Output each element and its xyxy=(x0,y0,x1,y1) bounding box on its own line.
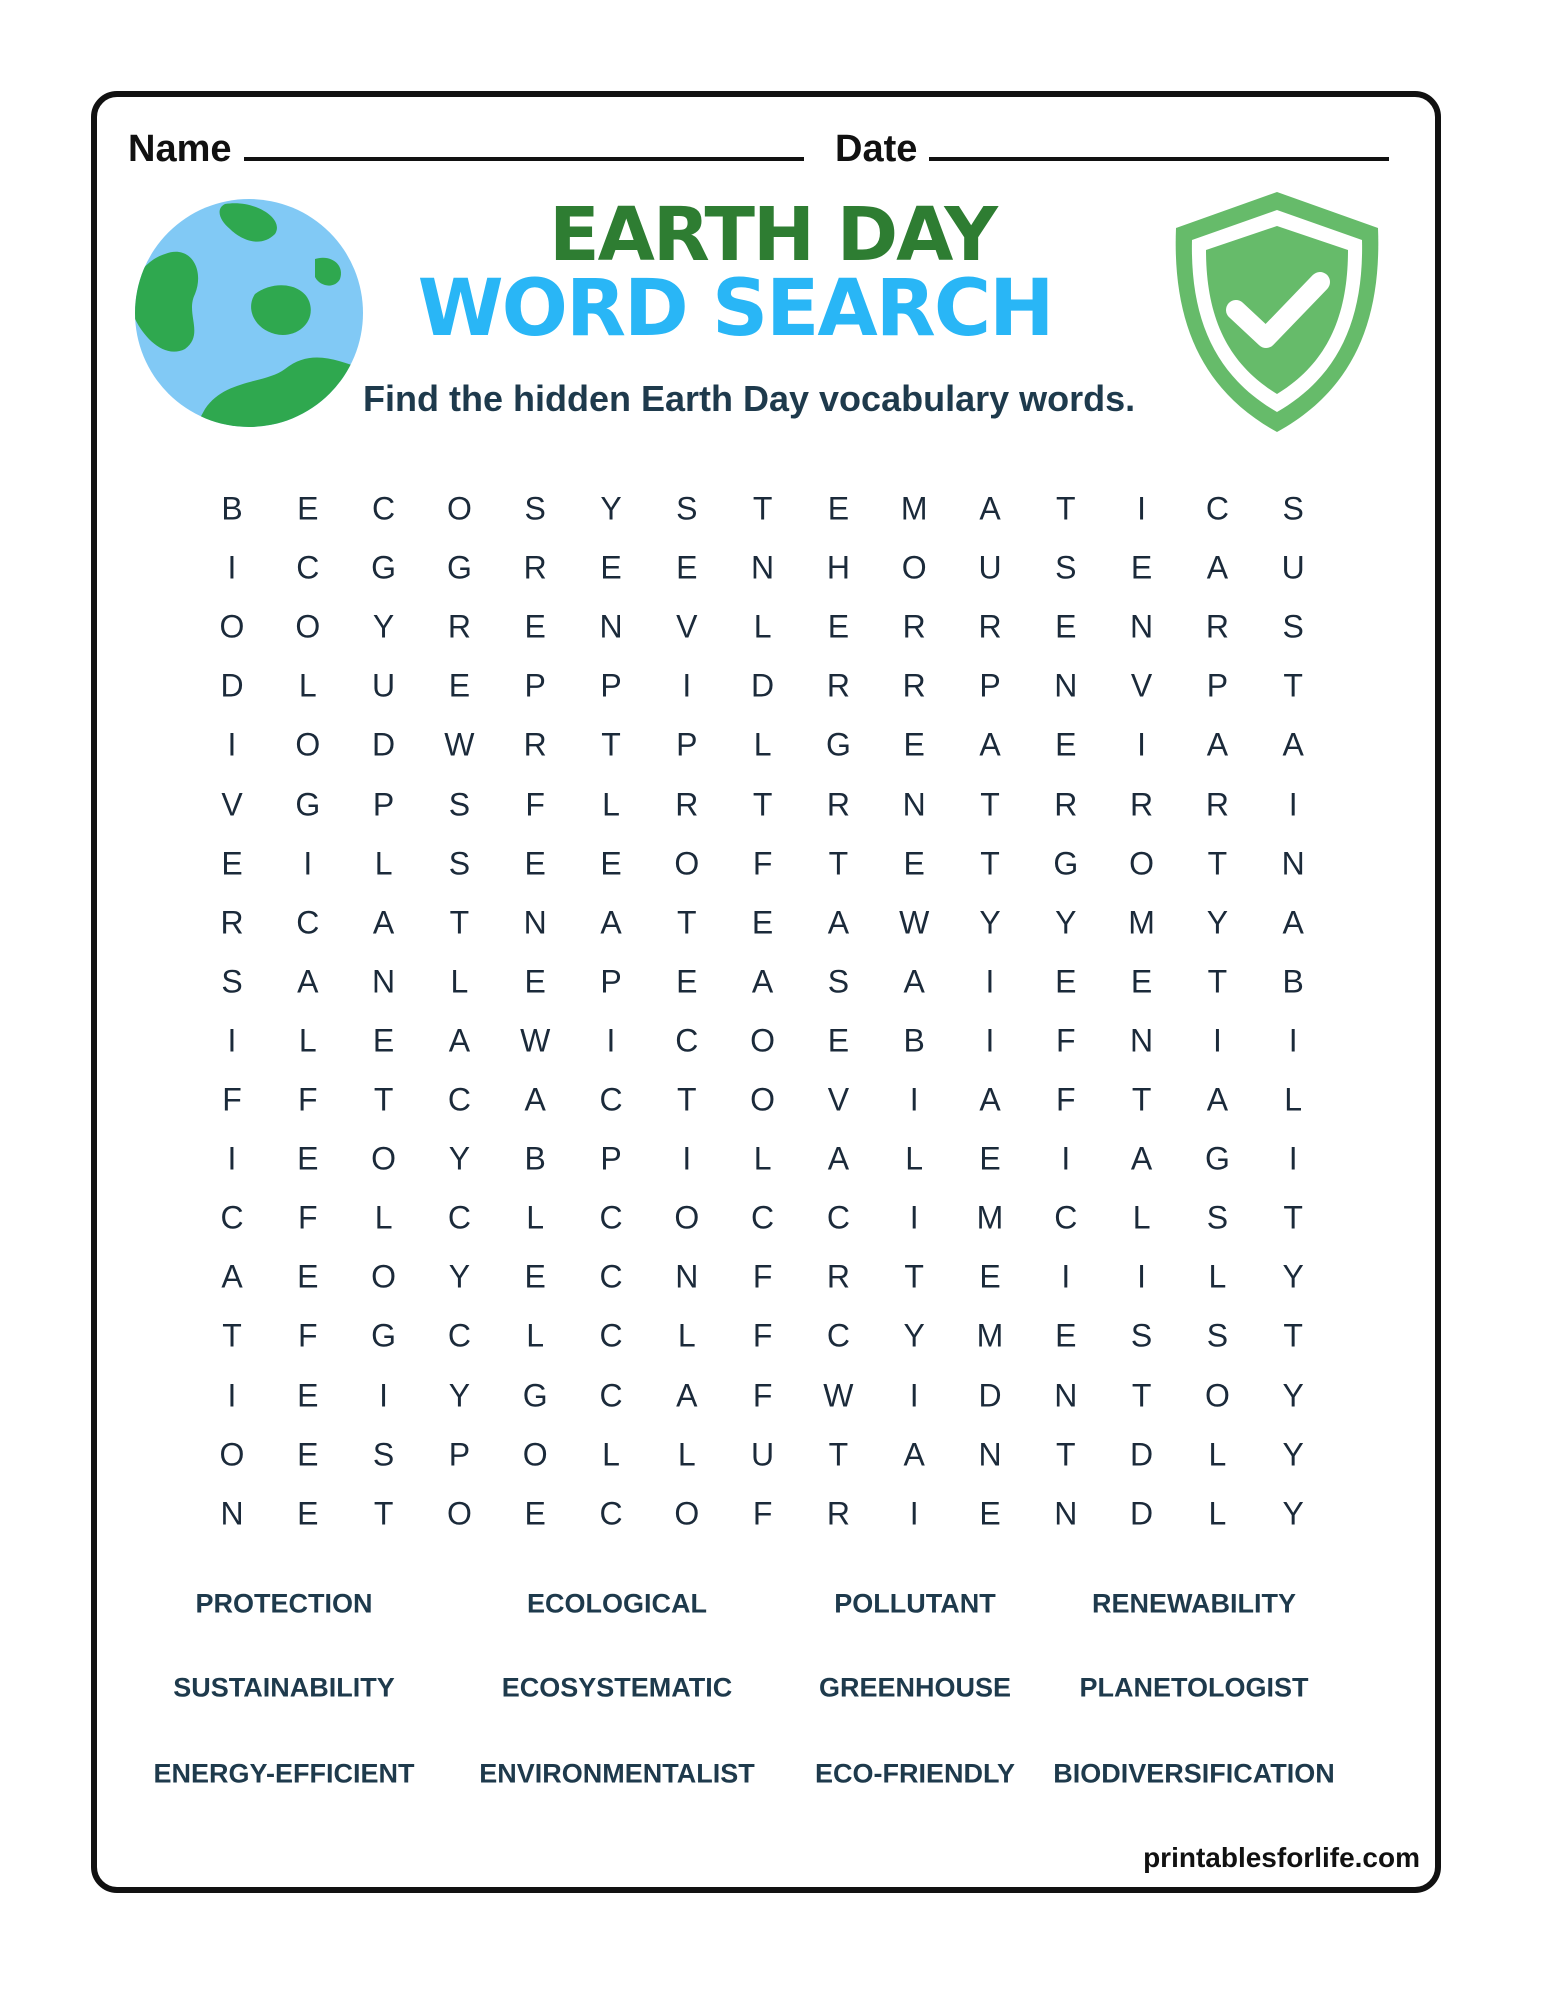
grid-letter[interactable]: L xyxy=(1208,1258,1227,1295)
grid-letter[interactable]: N xyxy=(599,608,623,645)
grid-letter[interactable]: P xyxy=(1206,667,1229,704)
grid-letter[interactable]: L xyxy=(1284,1081,1303,1118)
grid-letter[interactable]: R xyxy=(826,1495,850,1532)
grid-letter[interactable]: A xyxy=(1282,904,1304,941)
grid-letter[interactable]: F xyxy=(752,1317,773,1354)
grid-letter[interactable]: E xyxy=(1130,549,1153,586)
grid-letter[interactable]: G xyxy=(1204,1140,1230,1177)
grid-letter[interactable]: I xyxy=(1288,1022,1298,1059)
grid-letter[interactable]: L xyxy=(1208,1436,1227,1473)
grid-letter[interactable]: S xyxy=(1282,608,1304,645)
grid-letter[interactable]: T xyxy=(449,904,470,941)
grid-letter[interactable]: S xyxy=(827,963,850,1000)
grid-letter[interactable]: L xyxy=(677,1436,696,1473)
grid-letter[interactable]: A xyxy=(600,904,622,941)
grid-letter[interactable]: C xyxy=(447,1317,471,1354)
grid-letter[interactable]: F xyxy=(222,1081,242,1118)
grid-letter[interactable]: B xyxy=(524,1140,546,1177)
grid-letter[interactable]: V xyxy=(1130,667,1153,704)
grid-letter[interactable]: I xyxy=(1061,1140,1071,1177)
grid-letter[interactable]: T xyxy=(1283,1199,1303,1236)
grid-letter[interactable]: A xyxy=(676,1377,698,1413)
word-list-item: BIODIVERSIFICATION xyxy=(1053,1758,1335,1789)
grid-letter[interactable]: R xyxy=(523,726,547,763)
grid-letter[interactable]: A xyxy=(979,490,1001,527)
grid-letter[interactable]: C xyxy=(826,1317,850,1354)
grid-letter[interactable]: A xyxy=(827,904,850,941)
date-line[interactable] xyxy=(929,131,1389,161)
grid-letter[interactable]: N xyxy=(902,786,926,822)
grid-letter[interactable]: R xyxy=(1205,608,1229,645)
grid-letter[interactable]: O xyxy=(446,1495,472,1532)
grid-letter[interactable]: G xyxy=(371,1317,397,1354)
grid-letter[interactable]: E xyxy=(1130,963,1153,1000)
grid-letter[interactable]: D xyxy=(1130,1436,1154,1473)
grid-letter[interactable]: E xyxy=(676,549,698,586)
grid-letter[interactable]: P xyxy=(979,667,1001,704)
grid-letter[interactable]: G xyxy=(371,549,397,586)
grid-letter[interactable]: L xyxy=(374,1199,393,1236)
grid-letter[interactable]: I xyxy=(682,667,692,704)
grid-letter[interactable]: L xyxy=(526,1317,545,1354)
word-list-item: ENERGY-EFFICIENT xyxy=(153,1758,415,1789)
grid-letter[interactable]: Y xyxy=(1282,1377,1304,1413)
date-field[interactable] xyxy=(835,128,1389,171)
grid-letter[interactable]: A xyxy=(524,1081,546,1118)
grid-letter[interactable]: O xyxy=(371,1140,397,1177)
grid-letter[interactable]: T xyxy=(1131,1377,1152,1413)
grid-letter[interactable]: N xyxy=(1054,667,1078,704)
grid-letter[interactable]: R xyxy=(1205,786,1229,822)
shield-check-icon xyxy=(1168,188,1386,436)
footer-website: printablesforlife.com xyxy=(1143,1842,1420,1873)
grid-letter[interactable]: E xyxy=(1055,726,1077,763)
grid-letter[interactable]: L xyxy=(526,1199,545,1236)
word-list-item: SUSTAINABILITY xyxy=(173,1672,395,1703)
grid-letter[interactable]: N xyxy=(675,1258,699,1295)
grid-letter[interactable]: I xyxy=(1137,490,1147,527)
grid-letter[interactable]: T xyxy=(980,786,1000,822)
grid-letter[interactable]: F xyxy=(298,1317,318,1354)
grid-letter[interactable]: E xyxy=(600,845,622,882)
grid-letter[interactable]: B xyxy=(221,490,243,527)
grid-letter[interactable]: R xyxy=(1054,786,1078,822)
grid-letter[interactable]: E xyxy=(903,726,925,763)
grid-letter[interactable]: N xyxy=(751,549,775,586)
grid-letter[interactable]: E xyxy=(524,608,546,645)
name-line[interactable] xyxy=(244,131,804,161)
grid-letter[interactable]: S xyxy=(1055,549,1077,586)
grid-letter[interactable]: T xyxy=(752,786,773,822)
grid-letter[interactable]: I xyxy=(1212,1022,1222,1059)
grid-letter[interactable]: Y xyxy=(1206,904,1229,941)
grid-letter[interactable]: P xyxy=(600,667,622,704)
grid-letter[interactable]: P xyxy=(524,667,546,704)
grid-letter[interactable]: F xyxy=(752,1377,773,1413)
grid-letter[interactable]: R xyxy=(978,608,1002,645)
grid-letter[interactable]: W xyxy=(520,1022,551,1059)
grid-letter[interactable]: H xyxy=(826,549,850,586)
grid-letter[interactable]: U xyxy=(1281,549,1305,586)
grid-letter[interactable]: E xyxy=(827,1022,850,1059)
grid-letter[interactable]: I xyxy=(909,1199,919,1236)
grid-letter[interactable]: E xyxy=(524,963,546,1000)
grid-letter[interactable]: S xyxy=(524,490,546,527)
grid-letter[interactable]: E xyxy=(600,549,622,586)
grid-letter[interactable]: A xyxy=(979,1081,1001,1118)
grid-letter[interactable]: T xyxy=(373,1081,394,1118)
grid-letter[interactable]: T xyxy=(1056,1436,1076,1473)
grid-letter[interactable]: C xyxy=(599,1081,623,1118)
grid-letter[interactable]: R xyxy=(220,904,244,941)
grid-letter[interactable]: E xyxy=(1055,608,1077,645)
grid-letter[interactable]: M xyxy=(900,490,928,527)
grid-letter[interactable]: O xyxy=(674,1495,700,1532)
grid-letter[interactable]: Y xyxy=(979,904,1001,941)
grid-letter[interactable]: E xyxy=(676,963,698,1000)
grid-letter[interactable]: A xyxy=(221,1258,243,1295)
grid-letter[interactable]: R xyxy=(523,549,547,586)
grid-letter[interactable]: E xyxy=(297,1495,319,1532)
grid-letter[interactable]: A xyxy=(751,963,774,1000)
grid-letter[interactable]: E xyxy=(979,1495,1001,1532)
grid-letter[interactable]: L xyxy=(298,1022,317,1059)
grid-letter[interactable]: O xyxy=(901,549,927,586)
grid-letter[interactable]: C xyxy=(599,1199,623,1236)
title-word-search: WORD SEARCH xyxy=(417,264,1053,354)
grid-letter[interactable]: W xyxy=(823,1377,854,1413)
word-list-item: PROTECTION xyxy=(195,1588,373,1619)
grid-letter[interactable]: I xyxy=(303,845,313,882)
grid-letter[interactable]: Y xyxy=(600,490,622,527)
grid-letter[interactable]: C xyxy=(296,549,320,586)
grid-letter[interactable]: T xyxy=(1283,667,1303,704)
grid-letter[interactable]: L xyxy=(1208,1495,1227,1532)
grid-letter[interactable]: Y xyxy=(448,1258,471,1295)
grid-letter[interactable]: R xyxy=(1130,786,1154,822)
grid-letter[interactable]: N xyxy=(523,904,547,941)
grid-letter[interactable]: O xyxy=(295,608,321,645)
grid-letter[interactable]: Y xyxy=(372,608,395,645)
grid-letter[interactable]: T xyxy=(677,904,697,941)
grid-letter[interactable]: T xyxy=(677,1081,697,1118)
grid-letter[interactable]: Y xyxy=(903,1317,925,1354)
grid-letter[interactable]: D xyxy=(751,667,775,704)
grid-letter[interactable]: O xyxy=(446,490,472,527)
grid-letter[interactable]: U xyxy=(372,667,396,704)
grid-letter[interactable]: C xyxy=(675,1022,699,1059)
grid-letter[interactable]: V xyxy=(221,786,243,822)
grid-letter[interactable]: A xyxy=(1206,549,1229,586)
grid-letter[interactable]: A xyxy=(903,963,925,1000)
grid-letter[interactable]: G xyxy=(1053,845,1079,882)
grid-letter[interactable]: C xyxy=(220,1199,244,1236)
grid-letter[interactable]: E xyxy=(903,845,925,882)
grid-letter[interactable]: L xyxy=(753,726,772,763)
grid-letter[interactable]: M xyxy=(1128,904,1155,941)
grid-letter[interactable]: E xyxy=(221,845,243,882)
grid-letter[interactable]: E xyxy=(524,1258,546,1295)
grid-letter[interactable]: M xyxy=(976,1317,1004,1354)
grid-letter[interactable]: C xyxy=(599,1377,623,1413)
grid-letter[interactable]: E xyxy=(372,1022,395,1059)
grid-letter[interactable]: N xyxy=(220,1495,244,1532)
grid-letter[interactable]: E xyxy=(297,1258,319,1295)
grid-letter[interactable]: C xyxy=(826,1199,850,1236)
grid-letter[interactable]: L xyxy=(298,667,317,704)
grid-letter[interactable]: I xyxy=(227,549,237,586)
grid-letter[interactable]: D xyxy=(372,726,396,763)
grid-letter[interactable]: I xyxy=(985,963,995,1000)
grid-letter[interactable]: T xyxy=(601,726,621,763)
grid-letter[interactable]: L xyxy=(450,963,469,1000)
grid-letter[interactable]: O xyxy=(295,726,321,763)
grid-letter[interactable]: I xyxy=(1288,1140,1298,1177)
grid-letter[interactable]: I xyxy=(1288,786,1298,822)
grid-letter[interactable]: A xyxy=(1282,726,1304,763)
grid-letter[interactable]: S xyxy=(1130,1317,1153,1354)
grid-letter[interactable]: F xyxy=(298,1081,318,1118)
grid-letter[interactable]: E xyxy=(297,490,319,527)
grid-letter[interactable]: S xyxy=(221,963,243,1000)
grid-letter[interactable]: S xyxy=(1206,1199,1229,1236)
grid-letter[interactable]: A xyxy=(903,1436,925,1473)
grid-letter[interactable]: I xyxy=(985,1022,995,1059)
grid-letter[interactable]: E xyxy=(524,845,546,882)
grid-letter[interactable]: Y xyxy=(448,1140,471,1177)
grid-letter[interactable]: O xyxy=(371,1258,397,1295)
grid-letter[interactable]: C xyxy=(599,1258,623,1295)
grid-letter[interactable]: G xyxy=(522,1377,548,1413)
word-list-item: ECOSYSTEMATIC xyxy=(501,1672,733,1703)
grid-letter[interactable]: S xyxy=(676,490,698,527)
grid-letter[interactable]: N xyxy=(1130,608,1154,645)
grid-letter[interactable]: P xyxy=(676,726,698,763)
grid-letter[interactable]: L xyxy=(602,1436,620,1473)
subtitle: Find the hidden Earth Day vocabulary words. xyxy=(363,378,1136,419)
grid-letter[interactable]: I xyxy=(1137,726,1147,763)
grid-letter[interactable]: M xyxy=(976,1199,1004,1236)
grid-letter[interactable]: O xyxy=(750,1022,776,1059)
grid-letter[interactable]: T xyxy=(373,1495,394,1532)
grid-letter[interactable]: W xyxy=(444,726,475,763)
grid-letter[interactable]: T xyxy=(828,845,849,882)
grid-letter[interactable]: T xyxy=(828,1436,849,1473)
grid-letter[interactable]: D xyxy=(220,667,244,704)
grid-letter[interactable]: E xyxy=(297,1377,319,1413)
grid-letter[interactable]: R xyxy=(675,786,699,822)
title-earth-day: EARTH DAY xyxy=(549,192,996,278)
grid-letter[interactable]: N xyxy=(1054,1495,1078,1532)
word-list-item: GREENHOUSE xyxy=(818,1672,1012,1703)
grid-letter[interactable]: I xyxy=(227,726,237,763)
date-label: Date xyxy=(835,128,918,170)
grid-letter[interactable]: L xyxy=(374,845,393,882)
grid-letter[interactable]: B xyxy=(1282,963,1304,1000)
grid-letter[interactable]: C xyxy=(447,1199,471,1236)
word-list-item: ECO-FRIENDLY xyxy=(814,1758,1016,1789)
grid-letter[interactable]: O xyxy=(750,1081,776,1118)
grid-letter[interactable]: E xyxy=(751,904,774,941)
grid-letter[interactable]: Y xyxy=(1055,904,1077,941)
grid-letter[interactable]: E xyxy=(448,667,471,704)
grid-letter[interactable]: C xyxy=(447,1081,471,1118)
name-field[interactable] xyxy=(128,128,804,171)
grid-letter[interactable]: I xyxy=(909,1081,919,1118)
grid-letter[interactable]: T xyxy=(752,490,773,527)
grid-letter[interactable]: F xyxy=(1056,1022,1076,1059)
grid-letter[interactable]: I xyxy=(909,1495,919,1532)
grid-letter[interactable]: O xyxy=(219,608,245,645)
grid-letter[interactable]: F xyxy=(298,1199,318,1236)
grid-letter[interactable]: S xyxy=(448,845,471,882)
grid-letter[interactable]: C xyxy=(1205,490,1229,527)
grid-letter[interactable]: A xyxy=(827,1140,850,1177)
grid-letter[interactable]: I xyxy=(227,1022,237,1059)
grid-letter[interactable]: F xyxy=(1056,1081,1076,1118)
grid-letter[interactable]: I xyxy=(909,1377,919,1413)
grid-letter[interactable]: D xyxy=(1130,1495,1154,1532)
grid-letter[interactable]: P xyxy=(372,786,395,822)
grid-letter[interactable]: F xyxy=(752,1495,773,1532)
grid-letter[interactable]: O xyxy=(1129,845,1155,882)
grid-letter[interactable]: A xyxy=(1206,1081,1229,1118)
grid-letter[interactable]: T xyxy=(1207,845,1228,882)
grid-letter[interactable]: N xyxy=(978,1436,1002,1473)
grid-letter[interactable]: T xyxy=(980,845,1000,882)
grid-letter[interactable]: G xyxy=(825,726,851,763)
grid-letter[interactable]: L xyxy=(753,608,772,645)
grid-letter[interactable]: P xyxy=(600,963,622,1000)
grid-letter[interactable]: T xyxy=(1056,490,1076,527)
grid-letter[interactable]: V xyxy=(827,1081,850,1118)
grid-letter[interactable]: A xyxy=(1206,726,1229,763)
grid-letter[interactable]: E xyxy=(979,1140,1001,1177)
grid-letter[interactable]: U xyxy=(978,549,1002,586)
grid-letter[interactable]: E xyxy=(1055,963,1077,1000)
grid-letter[interactable]: W xyxy=(899,904,930,941)
grid-letter[interactable]: R xyxy=(447,608,471,645)
grid-letter[interactable]: E xyxy=(297,1436,319,1473)
grid-letter[interactable]: S xyxy=(1206,1317,1229,1354)
grid-letter[interactable]: P xyxy=(600,1140,622,1177)
grid-letter[interactable]: T xyxy=(1207,963,1228,1000)
grid-letter[interactable]: F xyxy=(752,845,773,882)
grid-letter[interactable]: T xyxy=(904,1258,924,1295)
grid-letter[interactable]: L xyxy=(602,786,620,822)
grid-letter[interactable]: N xyxy=(1054,1377,1078,1413)
grid-letter[interactable]: Y xyxy=(1282,1495,1304,1532)
grid-letter[interactable]: L xyxy=(677,1317,696,1354)
word-list-item: POLLUTANT xyxy=(834,1588,996,1619)
grid-letter[interactable]: A xyxy=(372,904,395,941)
grid-letter[interactable]: I xyxy=(606,1022,616,1059)
grid-letter[interactable]: I xyxy=(379,1377,389,1413)
grid-letter[interactable]: R xyxy=(902,667,926,704)
grid-letter[interactable]: C xyxy=(751,1199,775,1236)
grid-letter[interactable]: A xyxy=(297,963,319,1000)
grid-letter[interactable]: Y xyxy=(448,1377,471,1413)
grid-letter[interactable]: I xyxy=(1137,1258,1147,1295)
grid-letter[interactable]: S xyxy=(1282,490,1304,527)
grid-letter[interactable]: L xyxy=(905,1140,924,1177)
grid-letter[interactable]: I xyxy=(682,1140,692,1177)
grid-letter[interactable]: E xyxy=(1055,1317,1077,1354)
grid-letter[interactable]: U xyxy=(751,1436,775,1473)
grid-letter[interactable]: C xyxy=(372,490,396,527)
grid-letter[interactable]: S xyxy=(372,1436,395,1473)
grid-letter[interactable]: E xyxy=(297,1140,319,1177)
word-list-item: PLANETOLOGIST xyxy=(1079,1672,1309,1703)
grid-letter[interactable]: O xyxy=(1204,1377,1230,1413)
grid-letter[interactable]: A xyxy=(979,726,1001,763)
grid-letter[interactable]: E xyxy=(827,490,850,527)
word-list-item: ENVIRONMENTALIST xyxy=(479,1758,755,1789)
grid-letter[interactable]: B xyxy=(903,1022,925,1059)
grid-letter[interactable]: L xyxy=(1132,1199,1151,1236)
grid-letter[interactable]: R xyxy=(902,608,926,645)
grid-letter[interactable]: F xyxy=(525,786,545,822)
grid-letter[interactable]: R xyxy=(826,667,850,704)
grid-letter[interactable]: Y xyxy=(1282,1258,1304,1295)
grid-letter[interactable]: C xyxy=(296,904,320,941)
grid-letter[interactable]: T xyxy=(1283,1317,1303,1354)
grid-letter[interactable]: I xyxy=(227,1140,237,1177)
grid-letter[interactable]: P xyxy=(448,1436,471,1473)
grid-letter[interactable]: I xyxy=(227,1377,237,1413)
grid-letter[interactable]: E xyxy=(827,608,850,645)
grid-letter[interactable]: S xyxy=(448,786,471,822)
grid-letter[interactable]: D xyxy=(978,1377,1002,1413)
grid-letter[interactable]: F xyxy=(752,1258,773,1295)
grid-letter[interactable]: N xyxy=(372,963,396,1000)
grid-letter[interactable]: R xyxy=(826,786,850,822)
grid-letter[interactable]: C xyxy=(1054,1199,1078,1236)
word-list-item: RENEWABILITY xyxy=(1091,1588,1297,1619)
grid-letter[interactable]: C xyxy=(599,1317,623,1354)
grid-letter[interactable]: O xyxy=(674,1199,700,1236)
grid-letter[interactable]: N xyxy=(1281,845,1305,882)
grid-letter[interactable]: A xyxy=(1130,1140,1153,1177)
grid-letter[interactable]: O xyxy=(522,1436,548,1473)
grid-letter[interactable]: V xyxy=(676,608,698,645)
grid-letter[interactable]: I xyxy=(1061,1258,1071,1295)
grid-letter[interactable]: E xyxy=(979,1258,1001,1295)
grid-letter[interactable]: G xyxy=(295,786,321,822)
grid-letter[interactable]: L xyxy=(753,1140,772,1177)
grid-letter[interactable]: A xyxy=(448,1022,471,1059)
grid-letter[interactable]: C xyxy=(599,1495,623,1532)
grid-letter[interactable]: T xyxy=(222,1317,242,1354)
grid-letter[interactable]: O xyxy=(219,1436,245,1473)
grid-letter[interactable]: E xyxy=(524,1495,546,1532)
grid-letter[interactable]: Y xyxy=(1282,1436,1304,1473)
grid-letter[interactable]: O xyxy=(674,845,700,882)
name-label: Name xyxy=(128,128,232,170)
word-list-item: ECOLOGICAL xyxy=(527,1588,707,1619)
grid-letter[interactable]: G xyxy=(446,549,472,586)
grid-letter[interactable]: N xyxy=(1130,1022,1154,1059)
grid-letter[interactable]: T xyxy=(1131,1081,1152,1118)
grid-letter[interactable]: R xyxy=(826,1258,850,1295)
